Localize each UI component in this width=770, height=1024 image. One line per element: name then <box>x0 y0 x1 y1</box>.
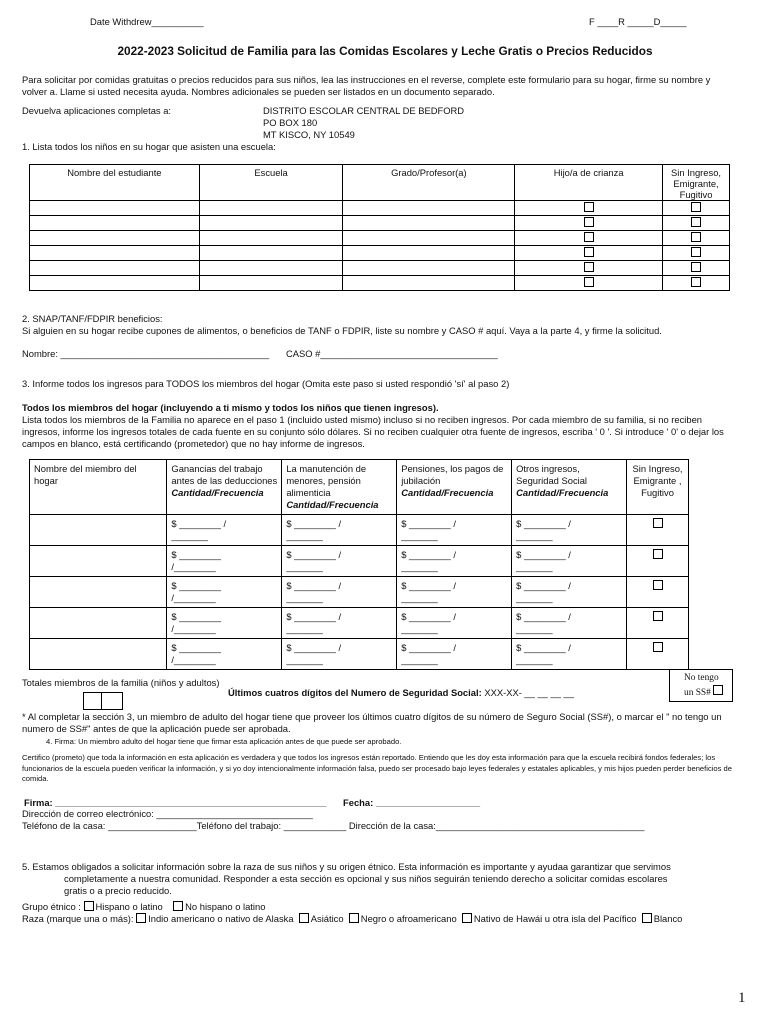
signature-field[interactable]: Firma: ____________________________________________________ <box>24 797 327 808</box>
member-name-cell[interactable] <box>30 546 167 577</box>
not-hispanic-option: No hispano o latino <box>185 901 266 912</box>
household-total-box[interactable] <box>101 692 123 710</box>
no-income-checkbox[interactable] <box>653 580 663 590</box>
race-option: Negro o afroamericano <box>360 913 457 924</box>
return-label: Devuelva aplicaciones completas a: <box>22 105 172 116</box>
table-row <box>30 231 730 246</box>
column-header: La manutención de menores, pensión alimenticia Cantidad/Frecuencia <box>282 460 397 515</box>
column-header: Grado/Profesor(a) <box>343 165 515 201</box>
no-income-checkbox[interactable] <box>653 518 663 528</box>
snap-name-field[interactable]: Nombre: ________________________________________ <box>22 348 270 359</box>
amount-cell[interactable]: $ ________ / _______ <box>397 546 512 577</box>
ssn-note: * Al completar la sección 3, un miembro de adulto del hogar tiene que proveer los últimos cuatro dígitos de su número de Seguro Social (SS#), o marcar el " no tengo un numero de SS#" antes de que la aplicación puede ser aprobada. <box>22 711 722 734</box>
school-cell[interactable] <box>199 201 343 216</box>
amount-cell[interactable]: $ ________ / _______ <box>397 515 512 546</box>
grade-cell[interactable] <box>343 201 515 216</box>
hispanic-checkbox[interactable] <box>84 901 94 911</box>
student-name-cell[interactable] <box>30 276 200 291</box>
no-income-checkbox[interactable] <box>691 202 701 212</box>
amount-cell[interactable]: $ ________ /________ <box>167 639 282 670</box>
not-hispanic-checkbox[interactable] <box>173 901 183 911</box>
column-header: Ganancias del trabajo antes de las deducciones Cantidad/Frecuencia <box>167 460 282 515</box>
column-header: Sin Ingreso, Emigrante , Fugitivo <box>627 460 689 515</box>
race-option: Nativo de Hawái u otra isla del Pacífico <box>473 913 637 924</box>
amount-cell[interactable]: $ ________ / _______ <box>512 639 627 670</box>
foster-checkbox[interactable] <box>584 247 594 257</box>
column-header: Escuela <box>199 165 343 201</box>
household-total-box[interactable] <box>83 692 102 710</box>
table-row <box>30 608 689 639</box>
ethnic-group-label: Grupo étnico : <box>22 901 81 912</box>
race-checkbox-black[interactable] <box>349 913 359 923</box>
grade-cell[interactable] <box>343 261 515 276</box>
no-income-cell <box>663 276 730 291</box>
no-income-cell <box>663 231 730 246</box>
race-label: Raza (marque una o más): <box>22 913 134 924</box>
amount-cell[interactable]: $ ________ / _______ <box>397 577 512 608</box>
children-table <box>29 164 730 291</box>
no-income-checkbox[interactable] <box>691 247 701 257</box>
column-header: Nombre del estudiante <box>30 165 200 201</box>
ssn-label: Últimos cuatros dígitos del Numero de Seguridad Social: <box>228 687 482 698</box>
member-name-cell[interactable] <box>30 639 167 670</box>
foster-cell <box>515 246 663 261</box>
foster-cell <box>515 216 663 231</box>
school-cell[interactable] <box>199 246 343 261</box>
no-income-cell <box>627 546 689 577</box>
section3-bold-line: Todos los miembros del hogar (incluyendo a ti mismo y todos los niños que tienen ingresos). <box>22 402 439 413</box>
hispanic-option: Hispano o latino <box>95 901 163 912</box>
race-checkbox-asian[interactable] <box>299 913 309 923</box>
page-number: 1 <box>738 990 746 1006</box>
grade-cell[interactable] <box>343 216 515 231</box>
foster-checkbox[interactable] <box>584 277 594 287</box>
no-income-checkbox[interactable] <box>653 611 663 621</box>
amount-cell[interactable]: $ ________ / _______ <box>397 608 512 639</box>
amount-cell[interactable]: $ ________ /________ <box>167 546 282 577</box>
race-option: Asiático <box>310 913 344 924</box>
section2-heading: 2. SNAP/TANF/FDPIR beneficios: <box>22 313 163 324</box>
email-field[interactable]: Dirección de correo electrónico: ______________________________ <box>22 808 313 819</box>
amount-cell[interactable]: $ ________ /________ <box>167 608 282 639</box>
section1-heading: 1. Lista todos los niños en su hogar que asisten una escuela: <box>22 141 276 152</box>
income-table-header <box>30 460 689 515</box>
amount-cell[interactable]: $ ________ / _______ <box>512 546 627 577</box>
column-header: Hijo/a de crianza <box>515 165 663 201</box>
member-name-cell[interactable] <box>30 515 167 546</box>
grade-cell[interactable] <box>343 276 515 291</box>
no-income-checkbox[interactable] <box>653 642 663 652</box>
amount-cell[interactable]: $ ________ / _______ <box>512 577 627 608</box>
amount-cell[interactable]: $ ________ / _______ <box>397 639 512 670</box>
grade-cell[interactable] <box>343 246 515 261</box>
foster-cell <box>515 231 663 246</box>
column-header: Pensiones, los pagos de jubilación Cantidad/Frecuencia <box>397 460 512 515</box>
race-row <box>22 913 682 925</box>
race-option: Indio americano o nativo de Alaska <box>148 913 294 924</box>
student-name-cell[interactable] <box>30 216 200 231</box>
ethnic-group-row <box>22 901 265 913</box>
return-address-line3: MT KISCO, NY 10549 <box>263 129 355 140</box>
ssn-field[interactable]: XXX-XX- __ __ __ __ <box>484 687 574 698</box>
table-row <box>30 216 730 231</box>
amount-cell[interactable]: $ ________ / _______ <box>282 515 397 546</box>
no-income-cell <box>663 246 730 261</box>
column-header: Otros ingresos, Seguridad Social Cantidad/Frecuencia <box>512 460 627 515</box>
student-name-cell[interactable] <box>30 261 200 276</box>
amount-cell[interactable]: $ ________ / _______ <box>167 515 282 546</box>
no-income-cell <box>627 608 689 639</box>
snap-case-field[interactable]: CASO #__________________________________ <box>286 348 498 359</box>
school-cell[interactable] <box>199 216 343 231</box>
school-cell[interactable] <box>199 231 343 246</box>
amount-cell[interactable]: $ ________ / _______ <box>512 515 627 546</box>
return-address-line2: PO BOX 180 <box>263 117 318 128</box>
amount-cell[interactable]: $ ________ / _______ <box>282 608 397 639</box>
date-withdrew-field[interactable]: Date Withdrew__________ <box>90 16 204 27</box>
table-row <box>30 201 730 216</box>
section3-text: Lista todos los miembros de la Familia no aparece en el paso 1 (incluido usted mismo) incluso si no reciben ingresos. Por cada miembro de su familia, si no reciben ingresos, informe los ingresos totales de cada fuente en su conjunto sólo dólares. Si no reciben cualquier otra fuente de ingresos, escriba ' 0 '. Si introduce ' 0' o dejar los campos en blanco, está certificando (prometedor) que no hay informe de ingresos. <box>22 414 724 449</box>
column-header: Nombre del miembro del hogar <box>30 460 167 515</box>
no-ssn-checkbox[interactable] <box>713 685 723 695</box>
student-name-cell[interactable] <box>30 201 200 216</box>
section5-text: 5. Estamos obligados a solicitar información sobre la raza de sus niños y su origen étnico. Esta información es importante y ayudaa garantizar que servimos <box>22 861 671 872</box>
no-income-cell <box>663 261 730 276</box>
section5-text-3: gratis o a precio reducido. <box>64 885 172 896</box>
table-row <box>30 639 689 670</box>
section3-heading: 3. Informe todos los ingresos para TODOS los miembros del hogar (Omita este paso si usted respondió 'sí' al paso 2) <box>22 378 510 389</box>
foster-checkbox[interactable] <box>584 217 594 227</box>
no-income-checkbox[interactable] <box>653 549 663 559</box>
no-ssn-label: No tengo <box>684 673 719 683</box>
return-address-line1: DISTRITO ESCOLAR CENTRAL DE BEDFORD <box>263 105 465 116</box>
no-income-checkbox[interactable] <box>691 277 701 287</box>
certification-text: Certifico (prometo) que toda la información en esta aplicación es verdadera y que todos los ingresos están reportado. Entiendo que les doy esta información para que la escuela recibirá fondos federales; los funcionarios de la escuela pueden verificar la información, y si yo doy intencionalmente información falsa, puedo ser procesado bajo leyes federales y estatales aplicables, y mis hijos pueden perder beneficios de comida. <box>22 753 733 783</box>
member-name-cell[interactable] <box>30 608 167 639</box>
section4-heading: 4. Firma: Un miembro adulto del hogar tiene que firmar esta aplicación antes de que puede ser aprobado. <box>46 737 402 746</box>
no-income-cell <box>627 515 689 546</box>
amount-cell[interactable]: $ ________ / _______ <box>512 608 627 639</box>
no-income-cell <box>627 577 689 608</box>
phone-address-fields[interactable]: Teléfono de la casa: _________________Teléfono del trabajo: ____________ Dirección de la casa:________________________________________ <box>22 820 645 831</box>
foster-checkbox[interactable] <box>584 202 594 212</box>
status-codes-field[interactable]: F ____R _____D_____ <box>589 16 687 27</box>
table-row <box>30 261 730 276</box>
section2-text: Si alguien en su hogar recibe cupones de alimentos, o beneficios de TANF o FDPIR, liste su nombre y CASO # aquí. Vaya a la parte 4, y firme la solicitud. <box>22 325 662 336</box>
table-row <box>30 515 689 546</box>
intro-text: Para solicitar por comidas gratuitas o precios reducidos para sus niños, lea las instrucciones en el reverse, complete este formulario para su hogar, firme su nombre y volver a. Llame si usted necesita ayuda. Nombres adicionales se pueden ser listados en un documento separado. <box>22 74 711 97</box>
household-totals-label: Totales miembros de la familia (niños y adultos) <box>22 677 220 688</box>
income-table <box>29 459 689 670</box>
no-ssn-label-2: un SS# <box>684 685 732 700</box>
grade-cell[interactable] <box>343 231 515 246</box>
date-field[interactable]: Fecha: ____________________ <box>343 797 481 808</box>
children-table-header <box>30 165 730 201</box>
foster-checkbox[interactable] <box>584 262 594 272</box>
member-name-cell[interactable] <box>30 577 167 608</box>
table-row <box>30 577 689 608</box>
no-income-cell <box>663 216 730 231</box>
foster-cell <box>515 201 663 216</box>
no-income-checkbox[interactable] <box>691 217 701 227</box>
table-row <box>30 246 730 261</box>
race-checkbox-native[interactable] <box>136 913 146 923</box>
page-title: 2022-2023 Solicitud de Familia para las Comidas Escolares y Leche Gratis o Precios Reducidos <box>117 44 653 58</box>
no-income-cell <box>627 639 689 670</box>
foster-cell <box>515 276 663 291</box>
ssn-line <box>228 687 574 699</box>
no-income-checkbox[interactable] <box>691 232 701 242</box>
amount-cell[interactable]: $ ________ /________ <box>167 577 282 608</box>
no-ssn-box <box>669 669 733 702</box>
no-income-checkbox[interactable] <box>691 262 701 272</box>
school-cell[interactable] <box>199 276 343 291</box>
section5-text-2: completamente a nuestra comunidad. Responder a esta sección es opcional y sus niños seguirán teniendo derecho a solicitar comidas escolares <box>64 873 668 884</box>
table-row <box>30 546 689 577</box>
foster-cell <box>515 261 663 276</box>
foster-checkbox[interactable] <box>584 232 594 242</box>
student-name-cell[interactable] <box>30 246 200 261</box>
table-row <box>30 276 730 291</box>
amount-cell[interactable]: $ ________ / _______ <box>282 639 397 670</box>
column-header: Sin Ingreso, Emigrante, Fugitivo <box>663 165 730 201</box>
school-cell[interactable] <box>199 261 343 276</box>
student-name-cell[interactable] <box>30 231 200 246</box>
no-income-cell <box>663 201 730 216</box>
amount-cell[interactable]: $ ________ / _______ <box>282 577 397 608</box>
amount-cell[interactable]: $ ________ / _______ <box>282 546 397 577</box>
race-checkbox-pacific[interactable] <box>462 913 472 923</box>
race-checkbox-white[interactable] <box>642 913 652 923</box>
race-option: Blanco <box>653 913 683 924</box>
